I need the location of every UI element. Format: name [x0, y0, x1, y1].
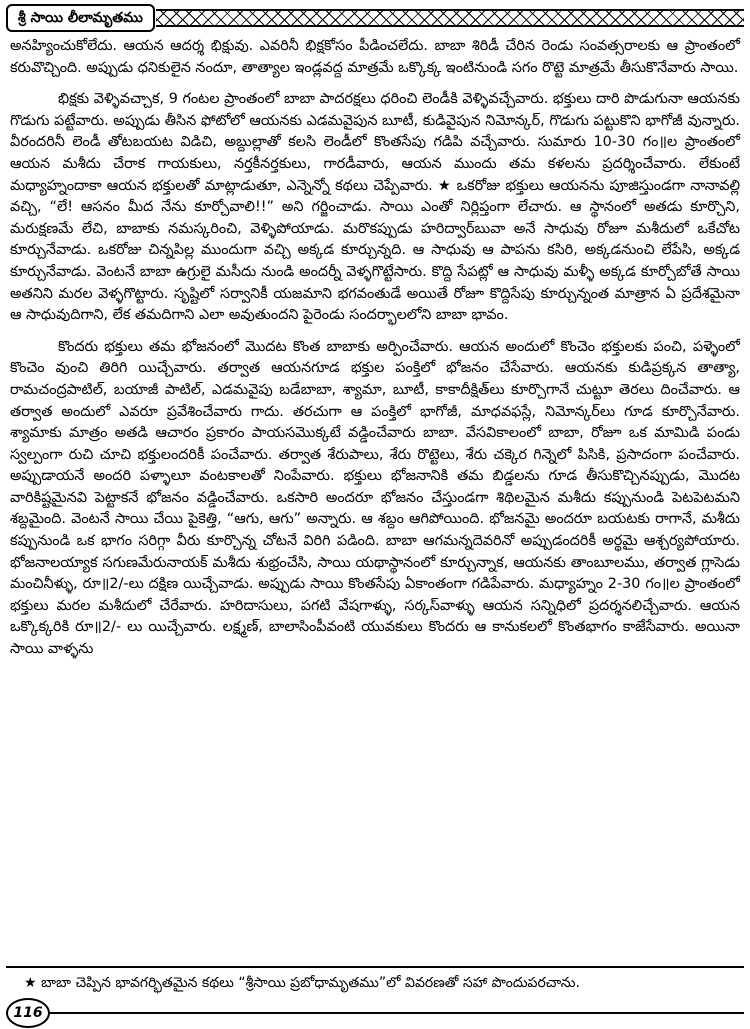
paragraph-3: కొందరు భక్తులు తమ భోజనంలో మొదట కొంత బాబాకు అర్పించేవారు. ఆయన అందులో కొంచెం భక్తులకు పంచి, పళ్ళెంలో కొంచెం వుంచి తిరిగి యిచ్చేవారు. తర్వాత ఆయనగూడ భక్తుల పంక్తిలో భోజనం చేసేవారు. ఆయనకు కుడిప్రక్కన తాత్యా, రామచంద్రపాటిల్, బయాజీ పాటిల్, ఎడమవైపు బడేబాబా, శ్యామా, బూటీ, కాకాదీక్షిత్‌లు కూర్చొగానే చుట్టూ తెరలు దించేవారు. ఆ తర్వాత అందులో ఎవరూ ప్రవేశించేవారు గాదు. తరచుగా ఆ పంక్తిలో భాగోజీ, మాధవఫస్లే, నిమోన్కర్‌లు గూడ కూర్చొనేవారు. శ్యామాకు మాత్రం అతడి ఆచారం ప్రకారం పాయసమొక్కటే వడ్డించేవారు బాబా. వేసవికాలంలో బాబా, రోజూ ఒక మామిడి పండు స్వల్పంగా రుచి చూచి భక్తులందరికీ పంచేవారు. తర్వాత శేరుపాలు, శేరు రొట్టెలు, శేరు చక్కెర గిన్నెలో పిసికి, ప్రసాదంగా పంచేవారు. అప్పుడాయనే అందరి పళ్ళాలూ వంటకాలతో నింపేవారు. భక్తులు భోజనానికి తమ బిడ్డలను గూడ తీసుకొచ్చినప్పుడు, మొదట వారికిష్టమైనవి పెట్టాకనే భోజనం వడ్డించేవారు. ఒకసారి అందరూ భోజనం చేస్తుండగా శిథిలమైన మశీదు కప్పునుండి పెటపెటమని శబ్దమైంది. వెంటనే సాయి చేయి పైకెత్తి, “ఆగు, ఆగు” అన్నారు. ఆ శబ్దం ఆగిపోయింది. భోజనమై అందరూ బయటకు రాగానే, మశీదు కప్పునుండి ఒక భాగం సరిగ్గా వీరు కూర్చొన్న చోటనే విరిగి పడింది. బాబా ఆగమన్నదెవరినో అప్పుడందరికీ అర్థమై ఆశ్చర్యపోయారు. భోజనాలయ్యాక సగుణమేరునాయక్ మశీదు శుభ్రంచేసి, సాయి యథాస్థానంలో కూర్చున్నాక, ఆయనకు తాంబూలము, తర్వాత గ్లాసెడు మంచినీళ్ళు, రూ॥2/-లు దక్షిణ యిచ్చేవాడు. అప్పుడు సాయి కొంతసేపు ఏకాంతంగా గడిపేవారు. మధ్యాహ్నం 2-30 గం॥ల ప్రాంతంలో భక్తులు మరల మశీదులో చేరేవారు. హరిదాసులు, పగటి వేషగాళ్ళు, సర్కస్‌వాళ్ళు ఆయన సన్నిధిలో ప్రదర్శనలిచ్చేవారు. ఆయన ఒక్కొక్కరికి రూ॥2/- లు యిచ్చేవారు. లక్ష్మణ్, బాలాసింపీవంటి యువకులు కొందరు ఆ కానుకలలో కొంతభాగం కాజేసేవారు. అయినా సాయి వాళ్ళను: [10, 338, 740, 658]
page-header: [6, 4, 744, 30]
page-body: [10, 36, 740, 671]
paragraph-2: భిక్షకు వెళ్ళివచ్చాక, 9 గంటల ప్రాంతంలో బాబా పాదరక్షలు ధరించి లెండీకి వెళ్ళివచ్చేవారు. భక్తులు దారి పొడుగునా ఆయనకు గొడుగు పట్టేవారు. అప్పుడు తీసిన ఫోటోలో ఆయనకు ఎడమవైపున బూటీ, కుడివైపున నిమోన్కర్, గొడుగు పట్టుకొని భాగోజీ వున్నారు. వీరందరినీ లెండీ తోటబయట విడిచి, అబ్దుల్లాతో కలసి లెండీలో కొంతసేపు గడిపి వచ్చేవారు. సుమారు 10-30 గం॥ల ప్రాంతంలో ఆయన మశీదు చేరాక గాయకులు, నర్తకీనర్తకులు, గారడీవారు, ఆయన ముందు తమ కళలను ప్రదర్శించేవారు. లేకుంటే మధ్యాహ్నందాకా ఆయన భక్తులతో మాట్లాడుతూ, ఎన్నెన్నో కథలు చెప్పేవారు. ★ ఒకరోజు భక్తులు ఆయనను పూజిస్తుండగా నానావల్లి వచ్చి, “లే! ఆసనం మీద నేను కూర్చోవాలి!!” అని గర్జించాడు. సాయి ఎంతో నిర్లిప్తంగా లేచారు. ఆ స్థానంలో అతడు కూర్చొని, మరుక్షణమే లేచి, బాబాకు నమస్కరించి, వెళ్ళిపోయాడు. మరొకప్పుడు హరిద్వార్‌బువా అనే సాధువు రోజూ మశీదులో ఒకేచోట కూర్చునేవాడు. ఒకరోజు చిన్నపిల్ల ముందుగా వచ్చి అక్కడ కూర్చున్నది. ఆ సాధువు ఆ పాపను కసిరి, అక్కడనుంచి లేపేసి, అక్కడ కూర్చునేవాడు. వెంటనే బాబా ఉగ్రులై మసీదు నుండి అందర్నీ వెళ్ళగొట్టేసారు. కొద్ది సేపట్లో ఆ సాధువు మళ్ళీ అక్కడ కూర్చోబోతే సాయి అతనిని మరల వెళ్ళగొట్టారు. సృష్టిలో సర్వానికీ యజమాని భగవంతుడే అయితే రోజూ కొద్దిసేపు కూర్చున్నంత మాత్రాన ఏ ప్రదేశమైనా ఆ సాధువుదిగాని, లేక తమదిగాని ఎలా అవుతుందని పైరెండు సందర్భాలలోని బాబా భావం.: [10, 91, 740, 324]
book-title: శ్రీ సాయి లీలామృతము: [6, 4, 155, 32]
decorative-border: [156, 9, 744, 27]
footnote-text: ★ బాబా చెప్పిన భావగర్భితమైన కథలు “శ్రీసాయి ప్రబోధామృతము”లో వివరణతో సహా పొందుపరచాను.: [24, 975, 580, 991]
paragraph-1: అనహ్యించుకోలేదు. ఆయన ఆదర్శ భిక్షువు. ఎవరినీ భిక్షకోసం పీడించలేదు. బాబా శిరిడీ చేరిన రెండు సంవత్సరాలకు ఆ ప్రాంతంలో కరువొచ్చింది. అప్పుడు ధనికులైన నందూ, తాత్యాల ఇండ్లవద్ద మాత్రమే ఒక్కొక్క ఇంటినుండి సగం రొట్టె మాత్రమే తీసుకొనేవారు సాయి.: [10, 38, 740, 76]
page-number: 116: [6, 998, 50, 1028]
footnote-section: [6, 966, 744, 993]
footnote-divider: [6, 966, 744, 968]
footer-rule: [46, 1012, 744, 1014]
